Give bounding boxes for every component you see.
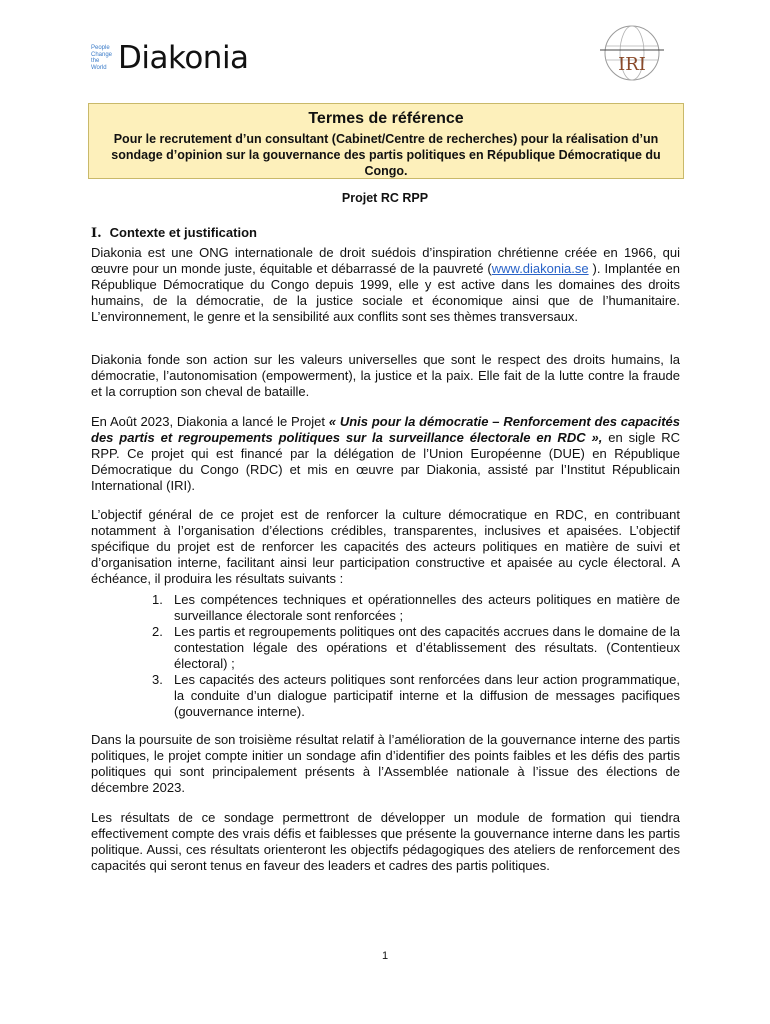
document-subtitle: Pour le recrutement d’un consultant (Cabinet/Centre de recherches) pour la réalisation d’un sondage d’opinion sur la gouvernance des partis politiques en République Démocratique du Congo. (111, 132, 661, 178)
diakonia-tagline: People Change the World (91, 45, 113, 71)
list-item: 2. Les partis et regroupements politiques ont des capacités accrues dans le domaine de la contestation légale des opérations et d’établissement des résultats. (Contentieux électoral) ; (152, 624, 680, 671)
section-heading (91, 225, 257, 241)
iri-globe-icon (596, 22, 668, 84)
project-full-name: « Unis pour la démocratie – Renforcement des capacités des partis et regroupements politiques sur la surveillance électorale en RDC », (91, 414, 680, 445)
section-title: Contexte et justification (109, 225, 257, 240)
paragraph-5: Dans la poursuite de son troisième résultat relatif à l’amélioration de la gouvernance interne des partis politiques, le projet compte initier un sondage afin d’identifier des points faibles et les défis des partis politiques qui sont principalement présents à l’Assemblée nationale à l’issue des élections de décembre 2023. (91, 732, 680, 795)
page-number: 1 (381, 950, 389, 962)
diakonia-wordmark: Diakonia (118, 40, 249, 76)
paragraph-6: Les résultats de ce sondage permettront de développer un module de formation qui tiendra effectivement compte des vrais défis et faiblesses que présente la gouvernance interne dans les partis politique. Aussi, ces résultats orienteront les objectifs pédagogiques des ateliers de renforcement des capacités qui seront tenus en faveur des leaders et cadres des partis politiques. (91, 810, 680, 873)
list-item: 1. Les compétences techniques et opérationnelles des acteurs politiques en matière de surveillance électorale sont renforcées ; (152, 592, 680, 623)
list-item: 3. Les capacités des acteurs politiques sont renforcées dans leur action programmatique, la conduite d’un dialogue participatif interne et la diffusion de messages pacifiques (gouvernance interne). (152, 672, 680, 719)
iri-logo (596, 22, 668, 84)
document-title: Termes de référence (308, 110, 464, 127)
paragraph-1: Diakonia est une ONG internationale de droit suédois d’inspiration chrétienne créée en 1966, qui œuvre pour un monde juste, équitable et débarrassé de la pauvreté (www.diakonia.se ). Implantée en République Démocratique du Congo depuis 1999, elle y est active dans les domaines des droits humains, de la démocratie, de la justice sociale et économique ainsi que de l’humanitaire. L’environnement, le genre et la sensibilité aux conflits sont ses thèmes transversaux. (91, 245, 680, 324)
diakonia-website-link[interactable]: www.diakonia.se (491, 261, 589, 276)
results-list (148, 592, 680, 720)
title-box (88, 103, 684, 179)
diakonia-logo (91, 40, 249, 76)
section-number: I. (91, 226, 102, 241)
paragraph-2: Diakonia fonde son action sur les valeurs universelles que sont le respect des droits humains, la démocratie, l’autonomisation (empowerment), la justice et la paix. Elle fait de la lutte contre la fraude et la corruption son cheval de bataille. (91, 352, 680, 399)
svg-text:IRI: IRI (618, 54, 646, 75)
project-name: Projet RC RPP (341, 191, 429, 205)
paragraph-3: En Août 2023, Diakonia a lancé le Projet « Unis pour la démocratie – Renforcement des capacités des partis et regroupements politiques sur la surveillance électorale en RDC », en sigle RC RPP. Ce projet qui est financé par la délégation de l’Union Européenne (DUE) en République Démocratique du Congo (RDC) et mis en œuvre par Diakonia, assisté par l’Institut Républicain International (IRI). (91, 414, 681, 493)
paragraph-4: L’objectif général de ce projet est de renforcer la culture démocratique en RDC, en contribuant notamment à l’organisation d’élections crédibles, transparentes, inclusives et apaisées. L’objectif spécifique du projet est de renforcer les capacités des acteurs politiques en matière de suivi et d’organisation interne, facilitant ainsi leur participation constructive et apaisée au cycle électoral. A échéance, il produira les résultats suivants : (91, 507, 680, 586)
